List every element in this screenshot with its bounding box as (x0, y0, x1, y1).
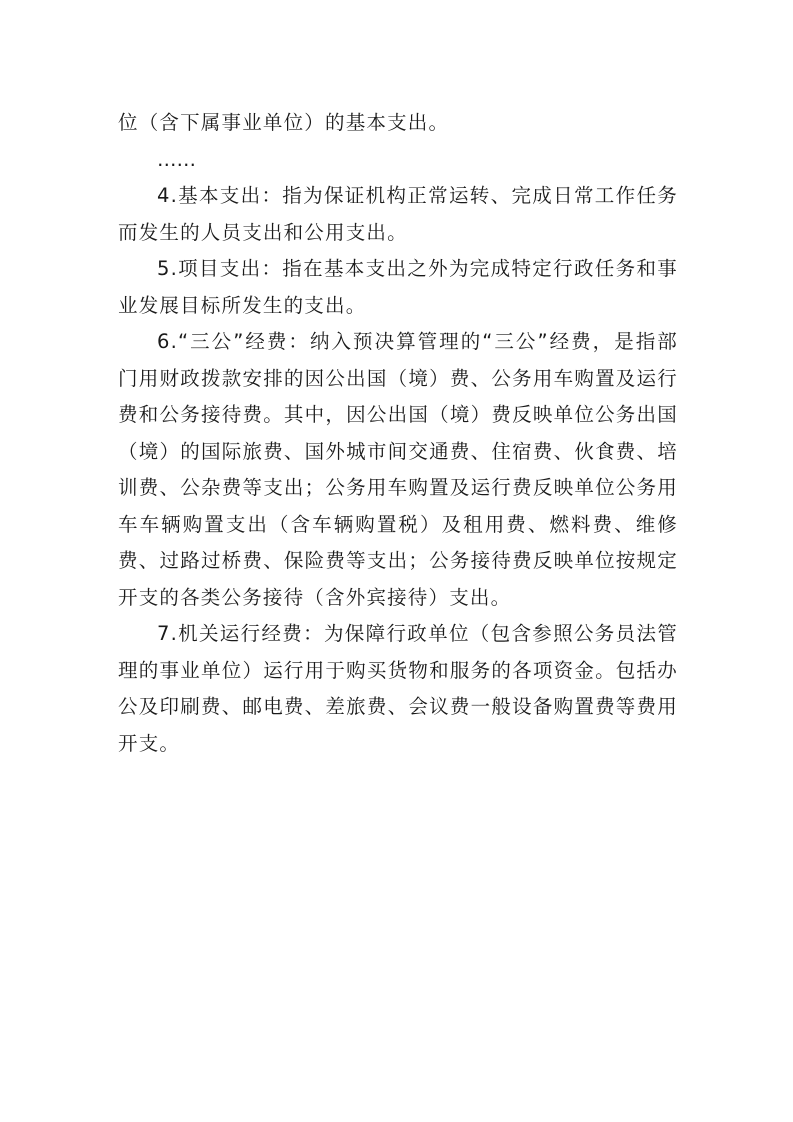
paragraph-project-expenditure: 5.项目支出：指在基本支出之外为完成特定行政任务和事业发展目标所发生的支出。 (118, 257, 678, 317)
paragraph-ellipsis: …… (157, 147, 196, 171)
document-body (118, 105, 678, 762)
paragraph-three-public-expenses: 6.“三公”经费：纳入预决算管理的“三公”经费，是指部门用财政拨款安排的因公出国（境）费、公务用车购置及运行费和公务接待费。其中，因公出国（境）费反映单位公务出国（境）的国际旅费、国外城市间交通费、住宿费、伙食费、培训费、公杂费等支出；公务用车购置及运行费反映单位公务用车车辆购置支出（含车辆购置税）及租用费、燃料费、维修费、过路过桥费、保险费等支出；公务接待费反映单位按规定开支的各类公务接待（含外宾接待）支出。 (118, 330, 678, 609)
paragraph-continuation: 位（含下属事业单位）的基本支出。 (118, 111, 450, 134)
paragraph-agency-operating-expenses: 7.机关运行经费：为保障行政单位（包含参照公务员法管理的事业单位）运行用于购买货物和服务的各项资金。包括办公及印刷费、邮电费、差旅费、会议费一般设备购置费等费用开支。 (118, 622, 678, 755)
paragraph-basic-expenditure: 4.基本支出：指为保证机构正常运转、完成日常工作任务而发生的人员支出和公用支出。 (118, 184, 678, 244)
